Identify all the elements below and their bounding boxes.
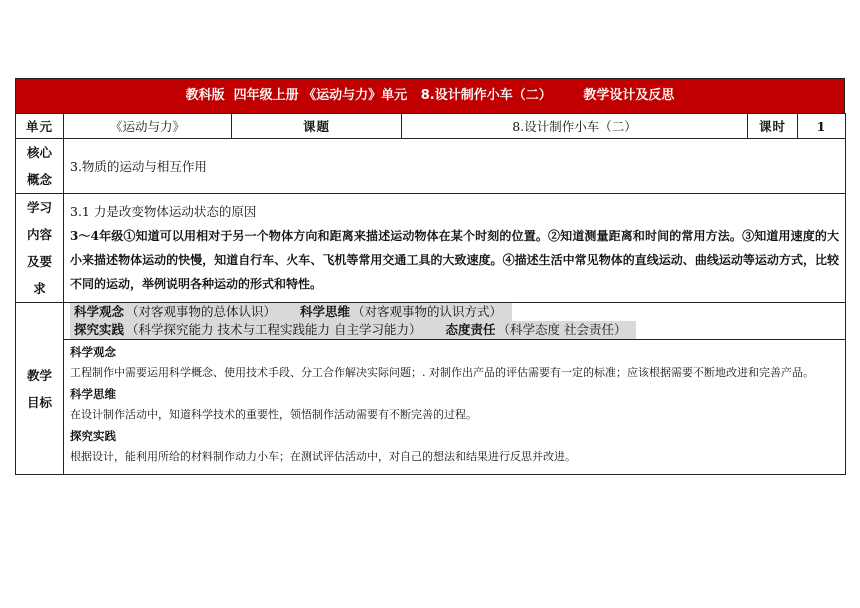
goal-tag-science-concept (70, 303, 512, 321)
goal-text-practice: 根据设计，能利用所给的材料制作动力小车；在测试评估活动中，对自己的想法和结果进行反思并改进。 (70, 450, 576, 463)
goals-label-line: 教学 (26, 367, 52, 383)
teaching-goals-content (64, 303, 846, 475)
goal-tags-line-2 (64, 321, 845, 339)
core-concept-label (16, 139, 64, 194)
topic-value: 8.设计制作小车（二） (402, 114, 748, 139)
learning-label-line: 及要 (26, 254, 52, 269)
goal-heading-practice: 探究实践 (70, 429, 116, 443)
period-value: 1 (798, 114, 846, 139)
tag-desc: （科学探究能力 技术与工程实践能力 自主学习能力） (126, 322, 422, 337)
core-concept-value: 3.物质的运动与相互作用 (64, 139, 846, 194)
tag-name: 探究实践 (74, 322, 125, 337)
period-label: 课时 (748, 114, 798, 139)
teaching-goals-row (16, 303, 846, 475)
learning-label-line: 内容 (26, 227, 52, 242)
learning-label-line: 学习 (26, 200, 52, 215)
goal-heading-concept: 科学观念 (70, 345, 116, 359)
learning-content-value (64, 194, 846, 303)
goal-tag-inquiry-practice (70, 321, 636, 339)
tag-name: 科学思维 (300, 304, 351, 319)
unit-row (16, 114, 846, 139)
goal-text-thinking: 在设计制作活动中，知道科学技术的重要性，领悟制作活动需要有不断完善的过程。 (70, 408, 477, 421)
learning-content-row (16, 194, 846, 303)
tag-desc: （科学态度 社会责任） (497, 322, 627, 337)
goal-tags-line-1 (64, 303, 845, 321)
learning-content-label (16, 194, 64, 303)
topic-label: 课题 (232, 114, 402, 139)
unit-label: 单元 (16, 114, 64, 139)
teaching-goals-label (16, 303, 64, 475)
core-label-line: 核心 (26, 145, 52, 160)
document-title-banner: 教科版 四年级上册 《运动与力》单元 8.设计制作小车（二） 教学设计及反思 (15, 78, 845, 113)
tag-desc: （对客观事物的总体认识） (126, 304, 277, 319)
unit-value: 《运动与力》 (64, 114, 232, 139)
core-concept-row (16, 139, 846, 194)
tag-name: 科学观念 (74, 304, 125, 319)
lesson-plan-sheet (15, 78, 845, 475)
standard-requirements: 3～4年级①知道可以用相对于另一个物体方向和距离来描述运动物体在某个时刻的位置。②知道测量距离和时间的常用方法。③知道用速度的大小来描述物体运动的快慢，知道自行车、火车、飞机等常用交通工具的大致速度。④描述生活中常见物体的直线运动、曲线运动等运动方式，比较不同的运动，举例说明各种运动的形式和特性。 (70, 229, 839, 291)
goal-heading-thinking: 科学思维 (70, 387, 116, 401)
standard-heading: 3.1 力是改变物体运动状态的原因 (70, 204, 257, 219)
lesson-plan-table (15, 113, 846, 475)
core-label-line: 概念 (26, 172, 52, 187)
tag-name: 态度责任 (445, 322, 496, 337)
goal-details (64, 339, 845, 474)
goal-text-concept: 工程制作中需要运用科学概念、使用技术手段、分工合作解决实际问题；. 对制作出产品的评估需要有一定的标准；应该根据需要不断地改进和完善产品。 (70, 366, 814, 379)
goals-label-line: 目标 (26, 394, 52, 410)
tag-desc: （对客观事物的认识方式） (352, 304, 503, 319)
learning-label-line: 求 (33, 281, 46, 296)
